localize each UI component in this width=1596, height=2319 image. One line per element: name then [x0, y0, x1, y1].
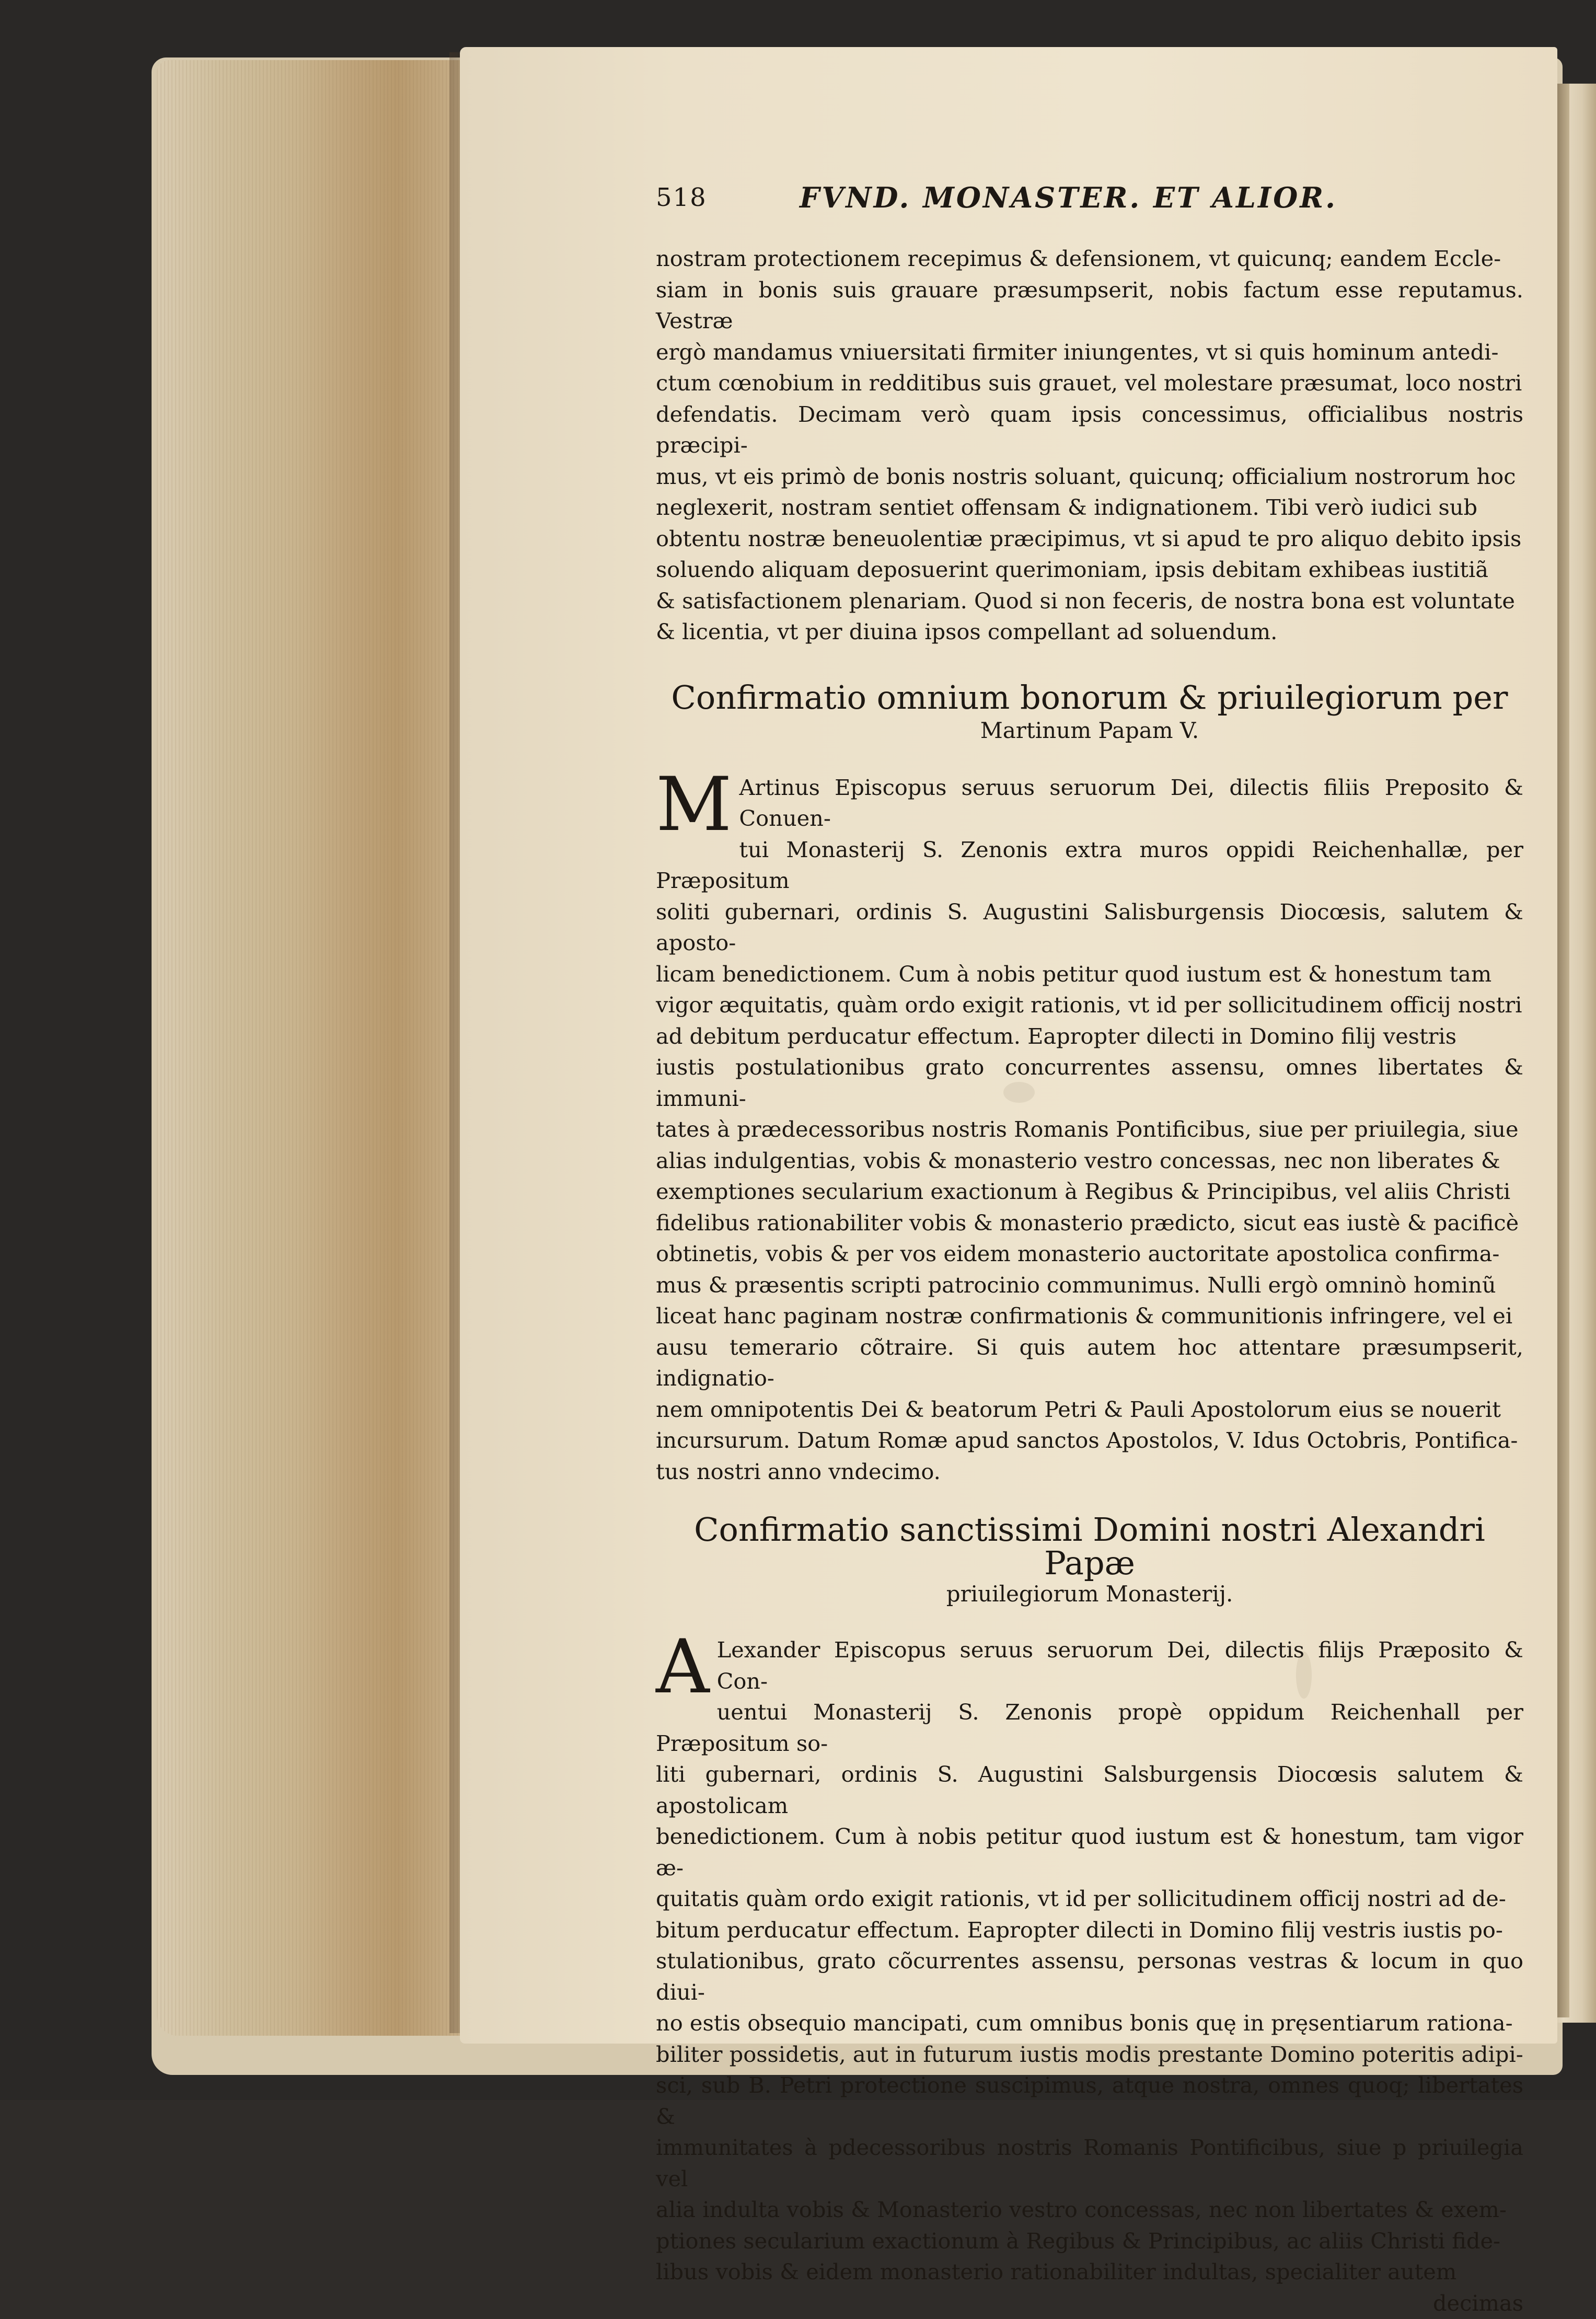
text-line: no estis obsequio mancipati, cum omnibus bonis quę in pręsentiarum rationa-	[656, 2010, 1513, 2036]
text-line: liceat hanc paginam nostræ confirmationis & communitionis infringere, vel ei	[656, 1303, 1513, 1329]
text-line: Lexander Episcopus seruus seruorum Dei, dilectis filijs Præposito & Con-	[716, 1637, 1523, 1694]
text-line: stulationibus, grato cõcurrentes assensu, personas vestras & locum in quo diui-	[656, 1948, 1523, 2005]
text-line: fidelibus rationabiliter vobis & monasterio prædicto, sicut eas iustè & pacificè	[656, 1209, 1519, 1236]
text-line: uentui Monasterij S. Zenonis propè oppidum Reichenhall per Præpositum so-	[656, 1699, 1523, 1756]
text-line: mus & præsentis scripti patrocinio communimus. Nulli ergò omninò hominũ	[656, 1272, 1496, 1298]
text-line: ctum cœnobium in redditibus suis grauet, vel molestare præsumat, loco nostri	[656, 370, 1522, 396]
text-line: tui Monasterij S. Zenonis extra muros oppidi Reichenhallæ, per Præpositum	[656, 836, 1523, 893]
running-head	[656, 183, 1523, 243]
drop-cap-m: M	[656, 761, 732, 848]
text-line: alias indulgentias, vobis & monasterio vestro concessas, nec non liberates &	[656, 1147, 1500, 1173]
text-line: ausu temerario cõtraire. Si quis autem hoc attentare præsumpserit, indignatio-	[656, 1334, 1523, 1391]
section-body-alexander	[656, 1624, 1523, 2288]
text-line: defendatis. Decimam verò quam ipsis concessimus, officialibus nostris præcipi-	[656, 401, 1523, 458]
text-line: obtentu nostræ beneuolentiæ præcipimus, vt si apud te pro aliquo debito ipsis	[656, 525, 1522, 551]
text-line: sci, sub B. Petri protectione suscipimus, atque nostra, omnes quoq; libertates &	[656, 2072, 1523, 2129]
text-line: ergò mandamus vniuersitati firmiter iniungentes, vt si quis hominum antedi-	[656, 339, 1499, 365]
text-line: & satisfactionem plenariam. Quod si non feceris, de nostra bona est voluntate	[656, 587, 1515, 614]
text-line: incursurum. Datum Romæ apud sanctos Apostolos, V. Idus Octobris, Pontifica-	[656, 1427, 1518, 1453]
text-line: licam benedictionem. Cum à nobis petitur quod iustum est & honestum tam	[656, 961, 1492, 987]
text-line: tates à prædecessoribus nostris Romanis Pontificibus, siue per priuilegia, siue	[656, 1116, 1519, 1142]
text-line: alia indulta vobis & Monasterio vestro concessas, nec non libertates & exem-	[656, 2197, 1507, 2222]
text-line: libus vobis & eidem monasterio rationabiliter indultas, specialiter autem	[656, 2259, 1457, 2285]
text-block	[656, 183, 1523, 2319]
text-line: siam in bonis suis grauare præsumpserit, nobis factum esse reputamus. Vestræ	[656, 276, 1523, 333]
drop-cap-a: A	[656, 1624, 710, 1710]
text-line: mus, vt eis primò de bonis nostris soluant, quicunq; officialium nostrorum hoc	[656, 463, 1516, 489]
text-line: quitatis quàm ordo exigit rationis, vt id per sollicitudinem officij nostri ad de-	[656, 1886, 1506, 1911]
text-line: & licentia, vt per diuina ipsos compellant ad soluendum.	[656, 619, 1278, 644]
page-edges-left	[157, 60, 465, 2036]
text-line: neglexerit, nostram sentiet offensam & indignationem. Tibi verò iudici sub	[656, 494, 1478, 520]
page-number: 518	[656, 183, 707, 212]
text-line: immunitates à pdecessoribus nostris Romanis Pontificibus, siue p priuilegia vel	[656, 2135, 1523, 2191]
catchword: decimas	[1432, 2290, 1523, 2316]
text-line: soliti gubernari, ordinis S. Augustini Salisburgensis Diocœsis, salutem & aposto-	[656, 898, 1523, 955]
text-line: obtinetis, vobis & per vos eidem monasterio auctoritate apostolica confirma-	[656, 1241, 1500, 1266]
text-line: nem omnipotentis Dei & beatorum Petri & Pauli Apostolorum eius se nouerit	[656, 1396, 1501, 1422]
text-line: nostram protectionem recepimus & defensionem, vt quicunq; eandem Eccle-	[656, 246, 1501, 271]
section-subheading-martinus: Martinum Papam V.	[980, 717, 1199, 743]
text-line: soluendo aliquam deposuerint querimoniam, ipsis debitam exhibeas iustitiã	[656, 557, 1489, 582]
section-heading-alexander: Confirmatio sanctissimi Domini nostri Alexandri Papæ	[694, 1510, 1485, 1582]
text-line: vigor æquitatis, quàm ordo exigit rationis, vt id per sollicitudinem officij nostri	[656, 992, 1522, 1018]
section-subheading-alexander: priuilegiorum Monasterij.	[946, 1581, 1233, 1607]
section-body-martinus	[656, 761, 1523, 1487]
text-line: benedictionem. Cum à nobis petitur quod iustum est & honestum, tam vigor æ-	[656, 1824, 1523, 1880]
text-line: tus nostri anno vndecimo.	[656, 1458, 941, 1484]
section-heading-martinus: Confirmatio omnium bonorum & priuilegiorum per	[671, 678, 1508, 717]
text-line: liti gubernari, ordinis S. Augustini Salsburgensis Diocœsis salutem & apostolicam	[656, 1761, 1523, 1818]
text-line: ptiones secularium exactionum à Regibus & Principibus, ac aliis Christi fide-	[656, 2228, 1501, 2254]
text-line: exemptiones secularium exactionum à Regibus & Principibus, vel aliis Christi	[656, 1179, 1511, 1204]
text-line: Artinus Episcopus seruus seruorum Dei, dilectis filiis Preposito & Conuen-	[739, 774, 1523, 831]
text-line: bitum perducatur effectum. Eapropter dilecti in Domino filij vestris iustis po-	[656, 1917, 1503, 1943]
text-line: biliter possidetis, aut in futurum iustis modis prestante Domino poteritis adipi-	[656, 2041, 1523, 2067]
running-title: FVND. MONASTER. ET ALIOR.	[800, 181, 1337, 214]
text-line: ad debitum perducatur effectum. Eapropter dilecti in Domino filij vestris	[656, 1023, 1457, 1049]
text-line: iustis postulationibus grato concurrentes assensu, omnes libertates & immuni-	[656, 1054, 1523, 1111]
section-continuation	[656, 243, 1523, 648]
